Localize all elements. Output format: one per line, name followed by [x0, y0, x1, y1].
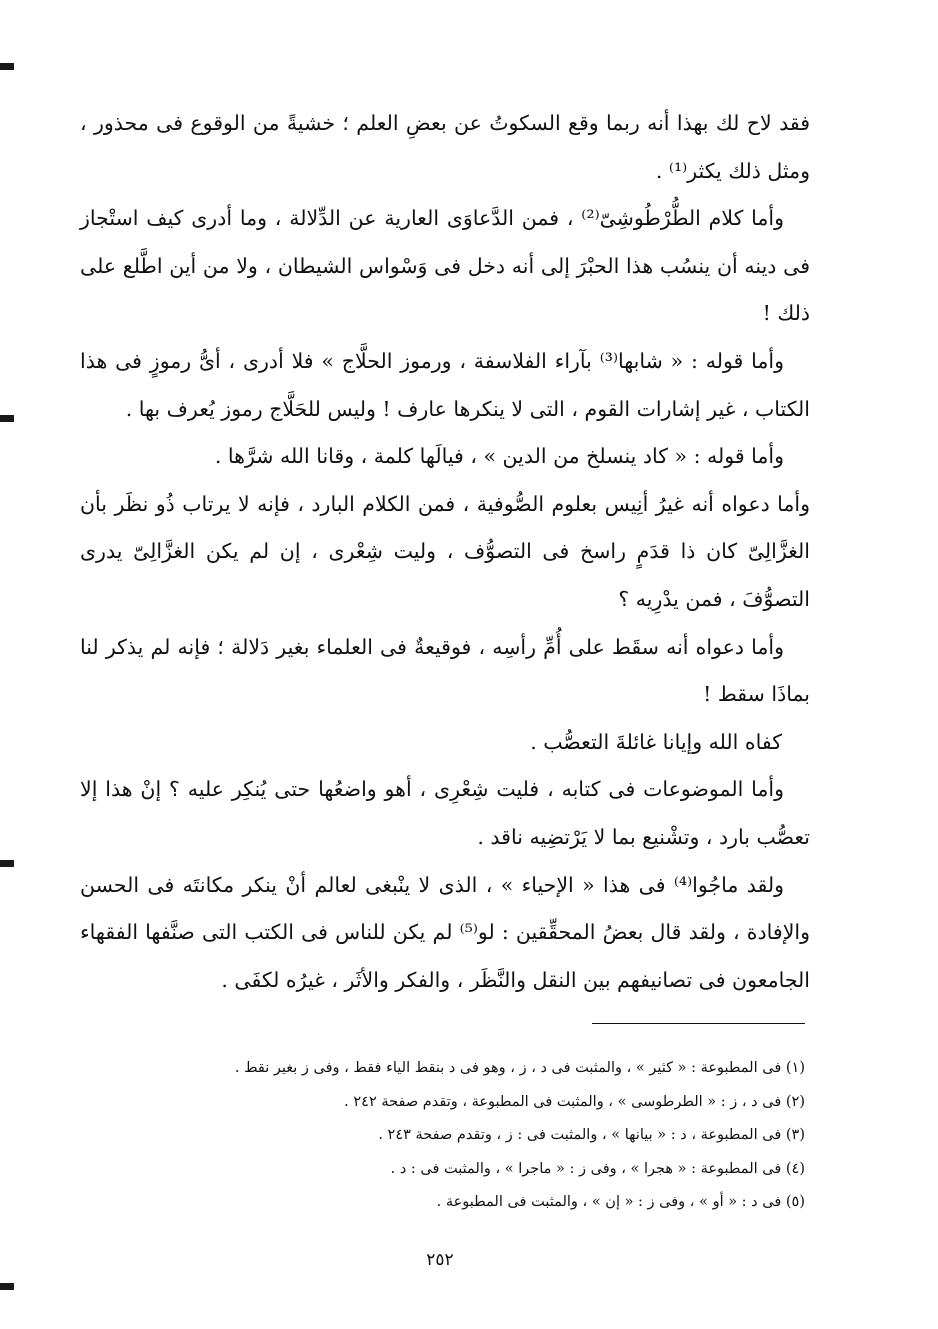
footnote: (٢) فى د ، ز : « الطرطوسى » ، والمثبت فى المطبوعة ، وتقدم صفحة ٢٤٢ .	[344, 1093, 805, 1110]
scan-edge-mark	[0, 63, 14, 70]
footnote: (١) فى المطبوعة : « كثير » ، والمثبت فى د ، ز ، وهو فى د بنقط الياء فقط ، وفى ز بغير نقط .	[234, 1060, 805, 1076]
paragraph: وأما الموضوعات فى كتابه ، فليت شِعْرِى ، أهو واضعُها حتى يُنكِر عليه ؟ إنْ هذا إلا تعصُّب بارد ، وتشْنيع بما لا يَرْتضِيه ناقد .	[80, 777, 810, 849]
main-text	[80, 100, 810, 1004]
footnote: (٥) فى د : « أو » ، وفى ز : « إن » ، والمثبت فى المطبوعة .	[436, 1194, 805, 1211]
paragraph: فقد لاح لك بهذا أنه ربما وقع السكوتُ عن بعضِ العلم ؛ خشيةً من الوقوع فى محذور ، ومثل ذلك يكثر⁽¹⁾ .	[80, 111, 810, 183]
paragraph: ولقد ماجُوا⁽⁴⁾ فى هذا « الإحياء » ، الذى لا ينْبغى لعالم أنْ ينكر مكانتَه فى الحسن والإفادة ، ولقد قال بعضُ المحقِّقين : لو⁽⁵⁾ لم يكن للناس فى الكتب التى صنَّفها الفقهاء الجامعون فى تصانيفهم بين النقل والنَّظَر ، والفكر والأثَر ، غيرُه لكفَى .	[80, 872, 810, 992]
footnote-separator	[592, 1023, 805, 1024]
page-number: ٢٥٢	[426, 1250, 454, 1270]
footnote: (٤) فى المطبوعة : « هجرا » ، وفى ز : « ماجرا » ، والمثبت فى : د .	[390, 1160, 805, 1177]
paragraph: وأما دعواه أنه غيرُ أنِيس بعلوم الصُّوفية ، فمن الكلام البارد ، فإنه لا يرتاب ذُو نظَر بأن الغزَّالِىّ كان ذا قدَمٍ راسخ فى التصوُّف ، وليت شِعْرى ، إن لم يكن الغزَّالِىّ يدرى التصوُّفَ ، فمن يدْرِيه ؟	[80, 491, 810, 611]
scan-edge-mark	[0, 860, 14, 867]
paragraph: وأما قوله : « شابها⁽³⁾ بآراء الفلاسفة ، ورموز الحلَّاج » فلا أدرى ، أىُّ رموزٍ فى هذا الكتاب ، غير إشارات القوم ، التى لا ينكرها عارف ! وليس للحَلَّاج رموز يُعرف بها .	[80, 348, 810, 421]
paragraph: وأما قوله : « كاد ينسلخ من الدين » ، فيالَها كلمة ، وقانا الله شرَّها .	[214, 444, 784, 469]
footnotes	[230, 1052, 805, 1220]
paragraph: كفاه الله وإيانا غائلةَ التعصُّب .	[530, 729, 782, 754]
paragraph: وأما كلام الطُّرْطُوشِىّ⁽²⁾ ، فمن الدَّعاوَى العارية عن الدِّلالة ، وما أدرى كيف استْجاز فى دينه أن ينسُب هذا الحبْرَ إلى أنه دخل فى وَسْواس الشيطان ، ولا من أين اطَّلع على ذلك !	[80, 206, 810, 326]
scan-edge-mark	[0, 1283, 14, 1290]
footnote: (٣) فى المطبوعة ، د : « بيانها » ، والمثبت فى : ز ، وتقدم صفحة ٢٤٣ .	[378, 1127, 805, 1144]
paragraph: وأما دعواه أنه سقَط على أُمِّ رأسِه ، فوقيعةٌ فى العلماء بغير دَلالة ؛ فإنه لم يذكر لنا بماذَا سقط !	[80, 634, 810, 707]
scan-edge-mark	[0, 415, 14, 422]
